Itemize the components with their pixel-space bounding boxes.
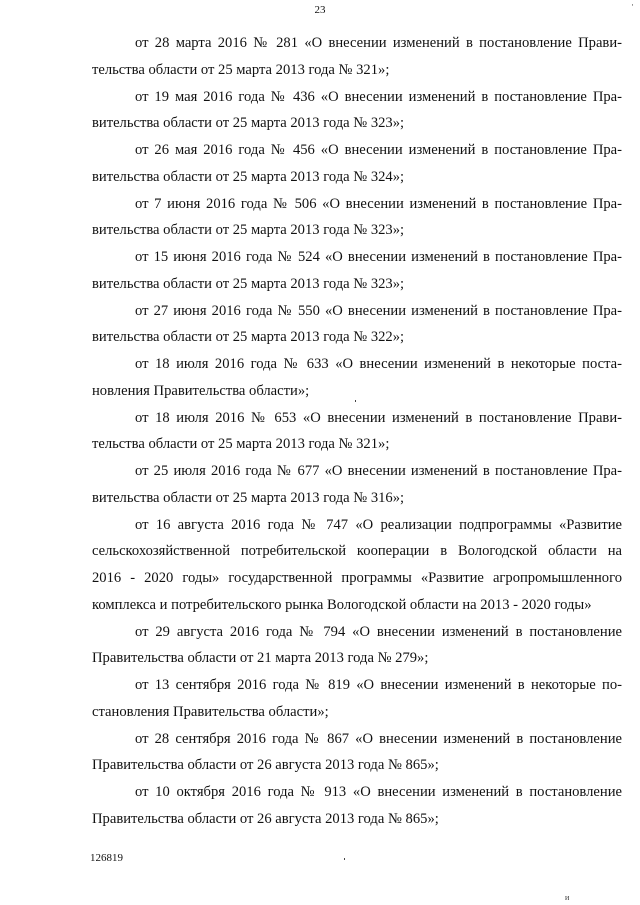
paragraph-line: 2016 - 2020 годы» государственной программы «Развитие агропромышленного: [92, 570, 622, 586]
paragraph-line: вительства области от 25 марта 2013 года № 323»;: [92, 115, 405, 132]
paragraph-line: от 16 августа 2016 года № 747 «О реализации подпрограммы «Развитие: [135, 516, 622, 533]
paragraph-line: от 19 мая 2016 года № 436 «О внесении изменений в постановление Пра-: [135, 88, 622, 105]
paragraph-line: комплекса и потребительского рынка Вологодской области на 2013 - 2020 годы»: [92, 596, 592, 613]
scan-speck: [355, 400, 356, 402]
document-body: [92, 30, 622, 833]
paragraph-line: от 27 июня 2016 года № 550 «О внесении изменений в постановление Пра-: [135, 302, 622, 319]
paragraph-line: сельскохозяйственной потребительской кооперации в Вологодской области на: [92, 543, 622, 560]
footer-document-code: 126819: [90, 852, 123, 864]
paragraph-line: тельства области от 25 марта 2013 года № 321»;: [92, 61, 390, 78]
paragraph-line: от 25 июля 2016 года № 677 «О внесении изменений в постановление Пра-: [135, 463, 622, 479]
paragraph-line: от 18 июля 2016 № 653 «О внесении изменений в постановление Прави-: [135, 409, 622, 426]
paragraph-line: вительства области от 25 марта 2013 года № 316»;: [92, 489, 405, 506]
page-number: 23: [314, 4, 326, 16]
paragraph-line: Правительства области от 26 августа 2013 года № 865»;: [92, 810, 439, 827]
paragraph-line: Правительства области от 21 марта 2013 года № 279»;: [92, 650, 429, 667]
paragraph-line: от 29 августа 2016 года № 794 «О внесении изменений в постановление: [135, 623, 622, 640]
paragraph-line: вительства области от 25 марта 2013 года № 323»;: [92, 222, 405, 239]
paragraph-line: от 28 сентября 2016 года № 867 «О внесении изменений в постановление: [135, 730, 622, 747]
scan-speck: [344, 858, 345, 860]
paragraph-line: вительства области от 25 марта 2013 года № 324»;: [92, 168, 405, 185]
paragraph-line: от 15 июня 2016 года № 524 «О внесении изменений в постановление Пра-: [135, 249, 622, 265]
paragraph-line: вительства области от 25 марта 2013 года № 323»;: [92, 275, 405, 292]
paragraph-line: вительства области от 25 марта 2013 года № 322»;: [92, 329, 405, 346]
paragraph-line: новления Правительства области»;: [92, 382, 310, 399]
paragraph-line: от 26 мая 2016 года № 456 «О внесении изменений в постановление Пра-: [135, 142, 622, 158]
paragraph-line: от 10 октября 2016 года № 913 «О внесении изменений в постановление: [135, 784, 622, 800]
bottom-mark: и: [565, 893, 570, 902]
paragraph-line: от 18 июля 2016 года № 633 «О внесении изменений в некоторые поста-: [135, 356, 622, 372]
paragraph-line: от 13 сентября 2016 года № 819 «О внесении изменений в некоторые по-: [135, 677, 622, 693]
paragraph-line: от 7 июня 2016 года № 506 «О внесении изменений в постановление Пра-: [135, 195, 622, 212]
paragraph-line: тельства области от 25 марта 2013 года № 321»;: [92, 436, 390, 453]
paragraph-line: от 28 марта 2016 № 281 «О внесении изменений в постановление Прави-: [135, 35, 622, 51]
corner-mark: ·: [631, 0, 634, 10]
paragraph-line: становления Правительства области»;: [92, 703, 329, 720]
paragraph-line: Правительства области от 26 августа 2013 года № 865»;: [92, 757, 439, 774]
